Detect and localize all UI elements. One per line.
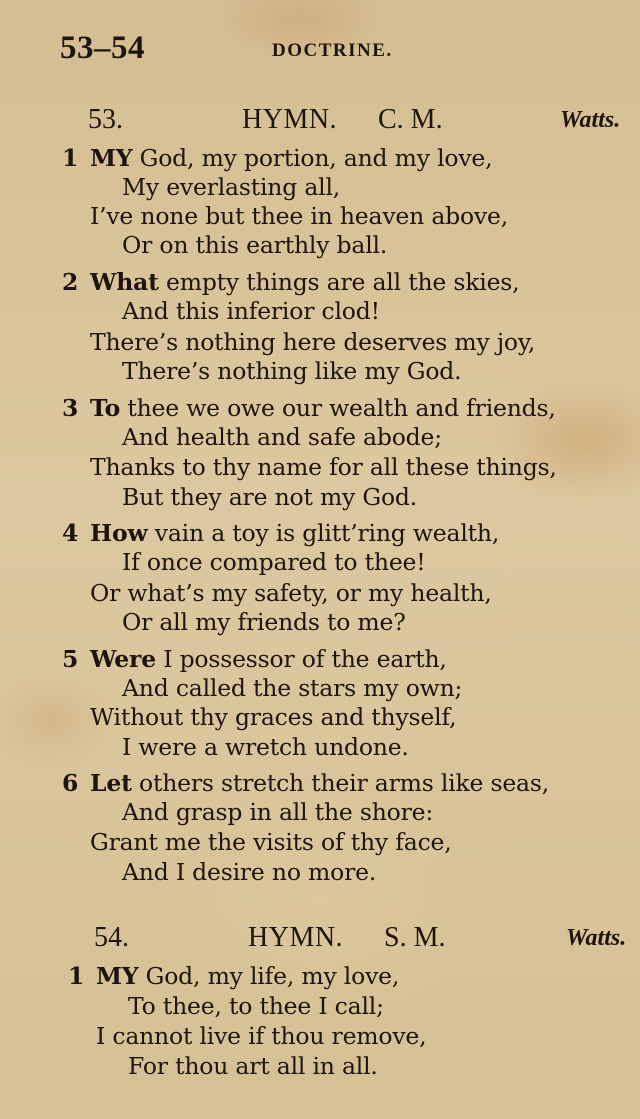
verse-line: I were a wretch undone. — [122, 733, 409, 761]
running-title: DOCTRINE. — [272, 40, 393, 61]
verse-line — [90, 519, 499, 547]
verse-first-word: Were — [90, 645, 156, 673]
verse-line: Or what’s my safety, or my health, — [90, 579, 492, 607]
hymn-number: 53. — [88, 104, 123, 135]
verse-line-text: God, my portion, and my love, — [132, 144, 493, 172]
verse-line: To thee, to thee I call; — [128, 992, 384, 1020]
verse-line: For thou art all in all. — [128, 1052, 378, 1080]
verse-line — [90, 144, 492, 172]
verse-first-word: Let — [90, 769, 132, 797]
verse-line: If once compared to thee! — [122, 548, 426, 576]
verse-line: And called the stars my own; — [122, 674, 463, 702]
running-head — [60, 30, 620, 70]
hymn-title: HYMN. — [248, 922, 344, 953]
verse-number: 2 — [62, 268, 79, 296]
verse-number: 1 — [68, 962, 85, 990]
verse-line-text: empty things are all the skies, — [158, 268, 520, 296]
hymn-author: Watts. — [560, 107, 621, 133]
verse-line: And health and safe abode; — [122, 423, 442, 451]
verse-line: Without thy graces and thyself, — [90, 703, 457, 731]
hymn-author: Watts. — [566, 925, 627, 951]
page-number: 53–54 — [60, 30, 145, 66]
verse-first-word: MY — [90, 144, 133, 172]
verse-line: Or on this earthly ball. — [122, 231, 388, 259]
verse-line: My everlasting all, — [122, 173, 341, 201]
hymn-meter: S. M. — [384, 922, 446, 953]
verse-line — [90, 769, 549, 797]
hymn-title: HYMN. — [242, 104, 338, 135]
verse-line: And grasp in all the shore: — [122, 798, 434, 826]
verse-line — [96, 962, 399, 990]
verse-line — [90, 268, 519, 296]
verse-line-text: others stretch their arms like seas, — [131, 769, 549, 797]
verse-number: 5 — [62, 645, 79, 673]
hymn-header — [0, 922, 640, 958]
verse-number: 6 — [62, 769, 79, 797]
verse-first-word: What — [90, 268, 159, 296]
verse-line: There’s nothing like my God. — [122, 357, 462, 385]
verse-line-text: I possessor of the earth, — [155, 645, 447, 673]
verse-line: And this inferior clod! — [122, 297, 380, 325]
verse-line: I cannot live if thou remove, — [96, 1022, 427, 1050]
verse-number: 1 — [62, 144, 79, 172]
verse-number: 4 — [62, 519, 79, 547]
verse-line: Thanks to thy name for all these things, — [90, 453, 557, 481]
verse-line-text: God, my life, my love, — [138, 962, 400, 990]
hymn-header — [0, 104, 640, 140]
verse-line: I’ve none but thee in heaven above, — [90, 202, 508, 230]
verse-first-word: How — [90, 519, 148, 547]
verse-first-word: To — [90, 394, 121, 422]
verse-number: 3 — [62, 394, 79, 422]
verse-line: Or all my friends to me? — [122, 608, 406, 636]
verse-line: But they are not my God. — [122, 483, 418, 511]
verse-line: Grant me the visits of thy face, — [90, 828, 452, 856]
verse-line — [90, 394, 556, 422]
verse-line-text: vain a toy is glitt’ring wealth, — [147, 519, 500, 547]
verse-line: And I desire no more. — [122, 858, 377, 886]
verse-line — [90, 645, 447, 673]
hymn-meter: C. M. — [378, 104, 443, 135]
verse-line-text: thee we owe our wealth and friends, — [120, 394, 556, 422]
verse-line: There’s nothing here deserves my joy, — [90, 328, 536, 356]
hymn-number: 54. — [94, 922, 129, 953]
verse-first-word: MY — [96, 962, 139, 990]
